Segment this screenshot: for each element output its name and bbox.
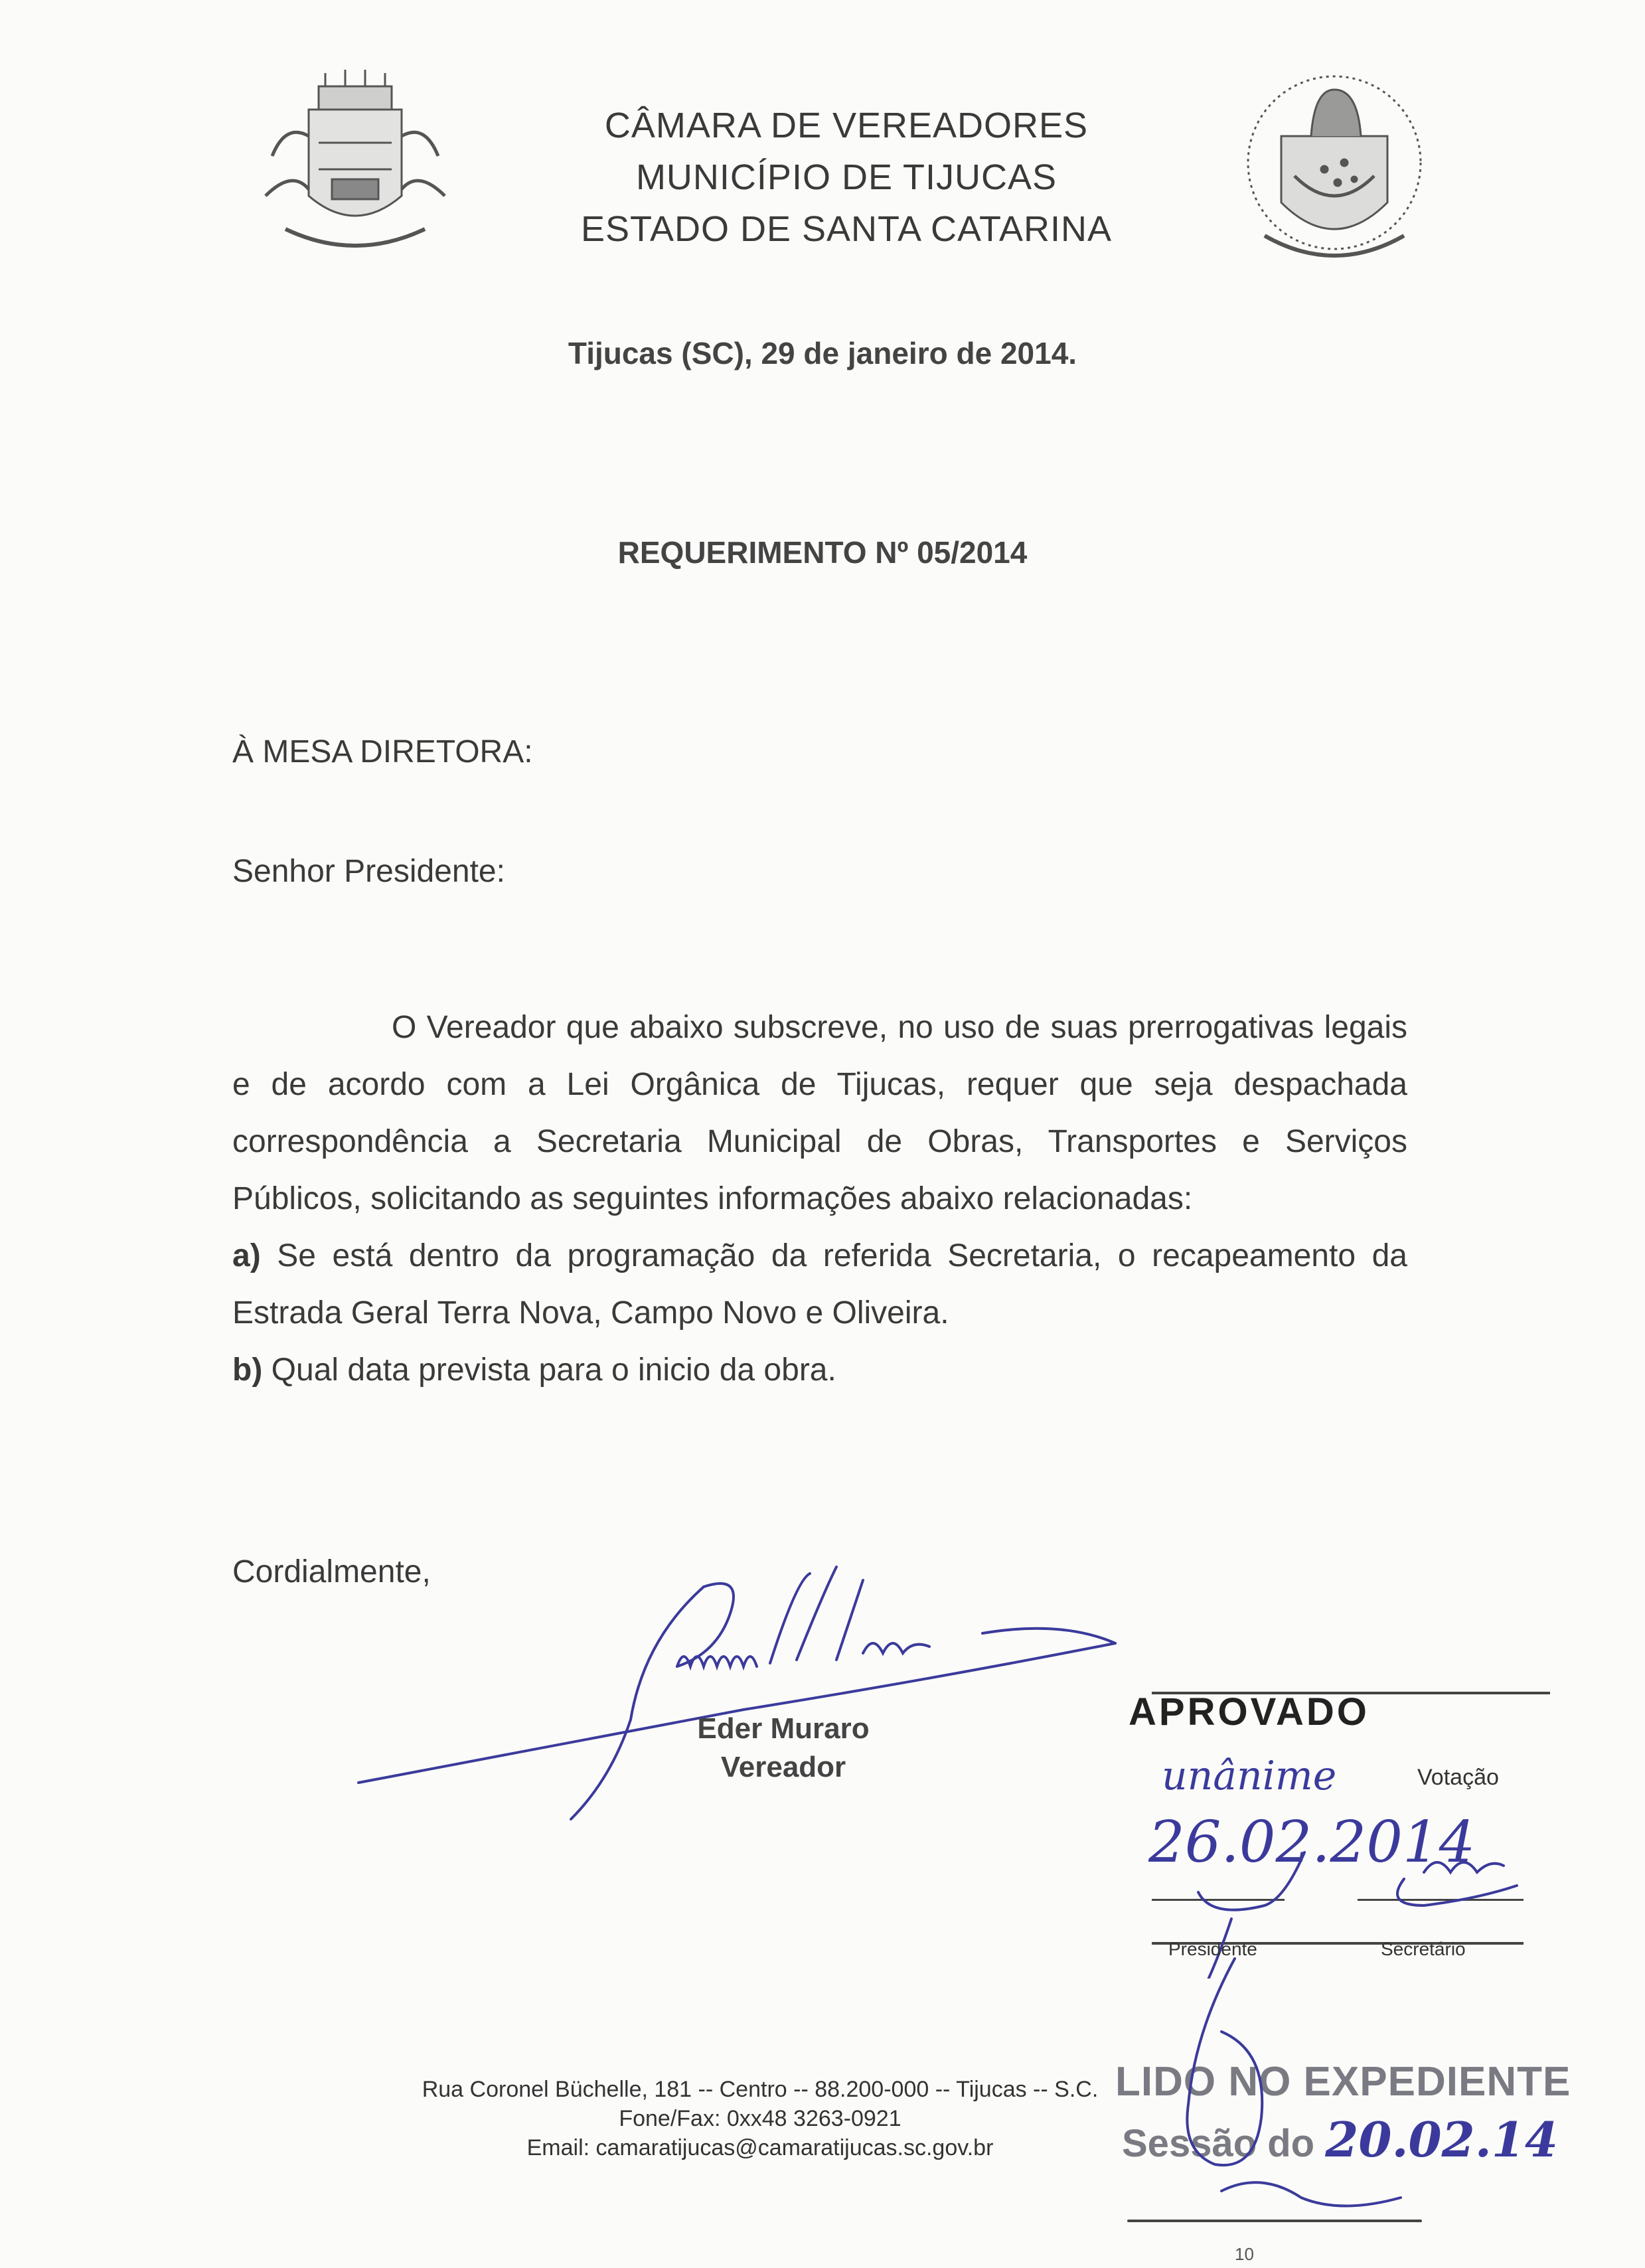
item-b-letter: b) bbox=[232, 1352, 263, 1388]
read-stamp-title: LIDO NO EXPEDIENTE bbox=[1115, 2059, 1571, 2105]
signer-name: Eder Muraro bbox=[697, 1712, 870, 1745]
read-stamp-signature bbox=[1089, 1952, 1434, 2244]
session-label: Sessão do bbox=[1122, 2122, 1315, 2165]
president-label: Presidente bbox=[1168, 1939, 1257, 1959]
letterhead-line-2: MUNICÍPIO DE TIJUCAS bbox=[635, 157, 1058, 197]
footer bbox=[345, 2075, 1175, 2162]
municipal-coat-of-arms bbox=[246, 63, 465, 269]
legislative-seal bbox=[1231, 63, 1437, 276]
secretary-label: Secretário bbox=[1381, 1939, 1466, 1959]
body-text bbox=[232, 999, 1407, 1399]
signer-role: Vereador bbox=[720, 1751, 846, 1783]
signature bbox=[332, 1554, 1168, 1832]
page-number: 10 bbox=[1235, 2244, 1254, 2264]
letterhead bbox=[465, 100, 1228, 255]
closing: Cordialmente, bbox=[232, 1554, 431, 1589]
footer-email: Email: camaratijucas@camaratijucas.sc.gov.br bbox=[526, 2135, 994, 2160]
letterhead-line-1: CÂMARA DE VEREADORES bbox=[604, 106, 1089, 145]
body-item-a bbox=[232, 1228, 1407, 1342]
salutation: Senhor Presidente: bbox=[232, 854, 505, 889]
footer-phone: Fone/Fax: 0xx48 3263-0921 bbox=[619, 2106, 901, 2131]
approval-date-handwritten: 26.02.2014 bbox=[1148, 1809, 1476, 1876]
signer-block bbox=[670, 1710, 896, 1787]
approved-title: APROVADO bbox=[1129, 1690, 1370, 1734]
item-a-letter: a) bbox=[232, 1238, 261, 1273]
body-intro: O Vereador que abaixo subscreve, no uso de suas prerrogativas legais e de acordo com a Lei Orgânica de Tijucas, requer que seja despachada correspondência a Secretaria Municipal de Obras, Transportes e Serviços Públicos, solicitando as seguintes informações abaixo relacionadas: bbox=[232, 1010, 1407, 1216]
letterhead-line-3: ESTADO DE SANTA CATARINA bbox=[580, 209, 1113, 249]
vote-label: Votação bbox=[1417, 1765, 1499, 1790]
session-date-handwritten: 20.02.14 bbox=[1325, 2111, 1558, 2168]
item-a-text: Se está dentro da programação da referida Secretaria, o recapeamento da Estrada Geral Terra Nova, Campo Novo e Oliveira. bbox=[232, 1238, 1407, 1331]
item-b-text: Qual data prevista para o inicio da obra. bbox=[271, 1352, 836, 1388]
footer-address: Rua Coronel Büchelle, 181 -- Centro -- 88.200-000 -- Tijucas -- S.C. bbox=[422, 2077, 1099, 2102]
addressee: À MESA DIRETORA: bbox=[232, 734, 533, 770]
vote-handwritten: unânime bbox=[1162, 1753, 1337, 1799]
body-item-b bbox=[232, 1342, 1407, 1399]
document-title: REQUERIMENTO Nº 05/2014 bbox=[617, 535, 1028, 570]
document-date: Tijucas (SC), 29 de janeiro de 2014. bbox=[568, 336, 1077, 370]
